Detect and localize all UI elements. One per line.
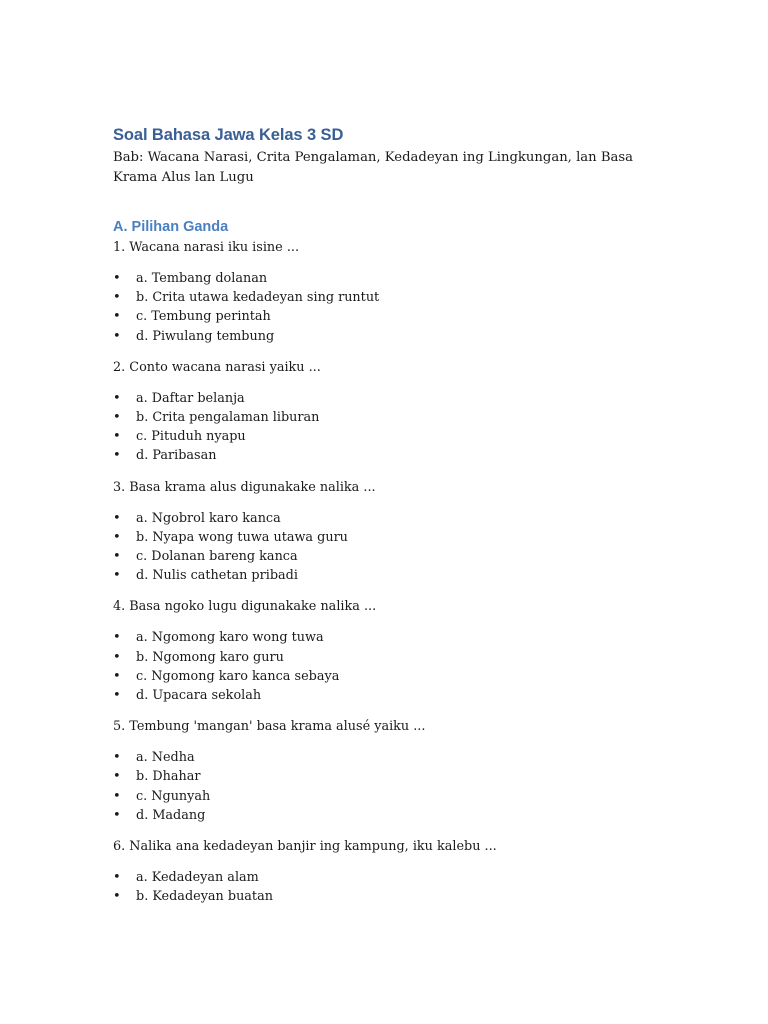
option-list — [113, 509, 673, 586]
option-text: d. Madang — [136, 807, 206, 823]
option-text: b. Crita pengalaman liburan — [136, 410, 320, 426]
question-5 — [113, 718, 673, 825]
bullet-icon: • — [113, 630, 121, 646]
option-item — [113, 547, 673, 566]
bullet-icon: • — [113, 668, 121, 684]
option-text: b. Kedadeyan buatan — [136, 889, 273, 905]
question-text: 4. Basa ngoko lugu digunakake nalika ... — [113, 599, 377, 615]
question-1 — [113, 239, 673, 346]
bullet-icon: • — [113, 390, 121, 406]
bullet-icon: • — [113, 870, 121, 886]
option-text: a. Ngomong karo wong tuwa — [136, 630, 324, 646]
option-item — [113, 748, 673, 767]
option-list — [113, 748, 673, 825]
bullet-icon: • — [113, 529, 121, 545]
option-item — [113, 667, 673, 686]
option-list — [113, 269, 673, 346]
question-text: 5. Tembung 'mangan' basa krama alusé yaiku ... — [113, 719, 426, 735]
question-3 — [113, 479, 673, 586]
option-text: d. Piwulang tembung — [136, 328, 275, 344]
option-text: c. Pituduh nyapu — [136, 429, 246, 445]
option-item — [113, 269, 673, 288]
bullet-icon: • — [113, 788, 121, 804]
option-text: a. Tembang dolanan — [136, 271, 268, 286]
section-heading-pilihan-ganda: A. Pilihan Ganda — [113, 219, 229, 235]
bullet-icon: • — [113, 328, 121, 344]
bullet-icon: • — [113, 549, 121, 565]
bullet-icon: • — [113, 429, 121, 445]
option-text: d. Upacara sekolah — [136, 688, 262, 704]
option-item — [113, 427, 673, 446]
bullet-icon: • — [113, 410, 121, 426]
option-item — [113, 408, 673, 427]
document-subtitle: Bab: Wacana Narasi, Crita Pengalaman, Kedadeyan ing Lingkungan, lan Basa Krama Alus lan Lugu — [113, 150, 634, 185]
bullet-icon: • — [113, 649, 121, 665]
option-text: d. Paribasan — [136, 448, 217, 464]
document-page — [113, 124, 673, 919]
option-item — [113, 566, 673, 585]
option-text: b. Dhahar — [136, 769, 201, 785]
option-text: a. Daftar belanja — [136, 390, 245, 406]
option-item — [113, 648, 673, 667]
question-6 — [113, 838, 673, 906]
option-text: b. Nyapa wong tuwa utawa guru — [136, 529, 348, 545]
bullet-icon: • — [113, 448, 121, 464]
bullet-icon: • — [113, 568, 121, 584]
option-text: a. Nedha — [136, 750, 195, 766]
bullet-icon: • — [113, 309, 121, 325]
option-text: c. Tembung perintah — [136, 309, 271, 325]
option-item — [113, 868, 673, 887]
option-list — [113, 868, 673, 906]
question-text: 3. Basa krama alus digunakake nalika ... — [113, 479, 376, 495]
option-text: b. Ngomong karo guru — [136, 649, 284, 665]
question-2 — [113, 359, 673, 466]
option-item — [113, 288, 673, 307]
option-text: a. Kedadeyan alam — [136, 870, 259, 886]
option-text: a. Ngobrol karo kanca — [136, 510, 281, 526]
option-item — [113, 509, 673, 528]
bullet-icon: • — [113, 688, 121, 704]
bullet-icon: • — [113, 889, 121, 905]
option-item — [113, 528, 673, 547]
option-list — [113, 628, 673, 705]
option-item — [113, 628, 673, 647]
question-list — [113, 239, 673, 906]
option-item — [113, 887, 673, 906]
question-text: 1. Wacana narasi iku isine ... — [113, 240, 300, 255]
option-item — [113, 389, 673, 408]
bullet-icon: • — [113, 769, 121, 785]
bullet-icon: • — [113, 750, 121, 766]
option-text: b. Crita utawa kedadeyan sing runtut — [136, 290, 380, 306]
option-item — [113, 307, 673, 326]
option-item — [113, 686, 673, 705]
option-text: d. Nulis cathetan pribadi — [136, 568, 298, 584]
option-item — [113, 806, 673, 825]
question-text: 2. Conto wacana narasi yaiku ... — [113, 359, 321, 375]
option-item — [113, 767, 673, 786]
bullet-icon: • — [113, 807, 121, 823]
document-title: Soal Bahasa Jawa Kelas 3 SD — [113, 126, 344, 144]
option-item — [113, 787, 673, 806]
option-item — [113, 327, 673, 346]
bullet-icon: • — [113, 290, 121, 306]
option-list — [113, 389, 673, 466]
question-4 — [113, 598, 673, 705]
bullet-icon: • — [113, 271, 121, 286]
bullet-icon: • — [113, 510, 121, 526]
question-text: 6. Nalika ana kedadeyan banjir ing kampung, iku kalebu ... — [113, 839, 497, 855]
option-text: c. Dolanan bareng kanca — [136, 549, 298, 565]
option-item — [113, 446, 673, 465]
option-text: c. Ngomong karo kanca sebaya — [136, 668, 340, 684]
option-text: c. Ngunyah — [136, 788, 211, 804]
